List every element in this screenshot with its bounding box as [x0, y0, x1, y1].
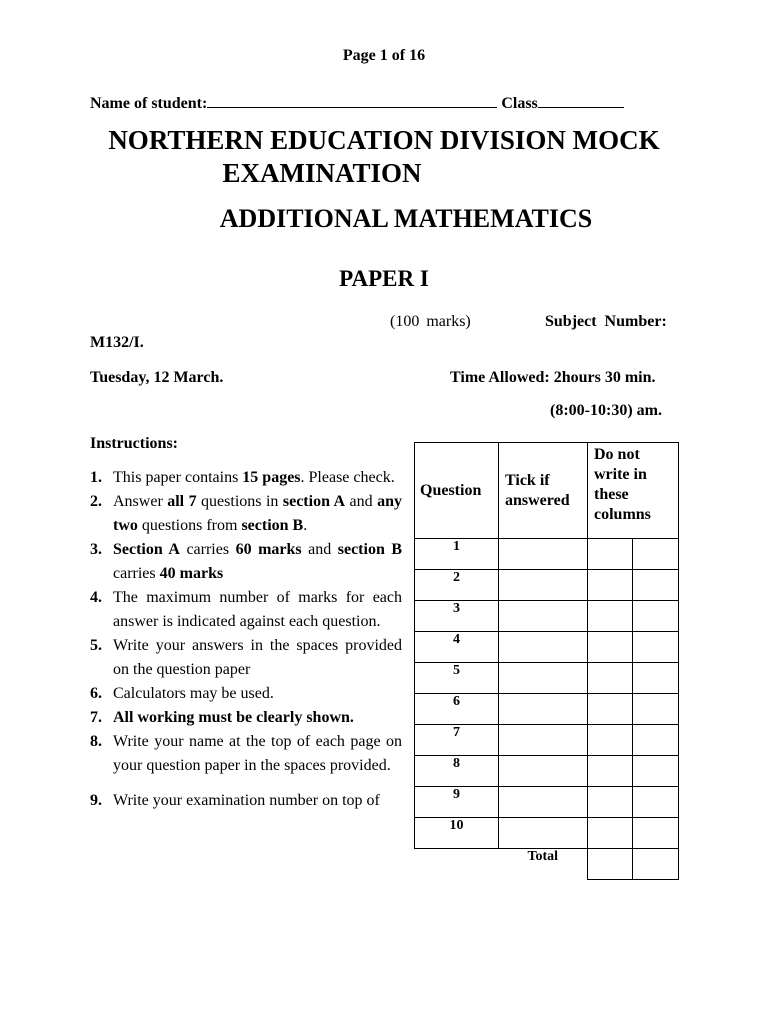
- examiner-cell[interactable]: [588, 632, 633, 663]
- tick-if-answered-cell[interactable]: [499, 818, 588, 849]
- examiner-cell-2[interactable]: [632, 725, 678, 756]
- examiner-cell-2[interactable]: [632, 632, 678, 663]
- instruction-text: and: [301, 541, 338, 558]
- instruction-number: 7.: [90, 709, 102, 726]
- instruction-item: [90, 682, 402, 706]
- examiner-cell-2[interactable]: [632, 694, 678, 725]
- question-number: 5: [415, 663, 499, 694]
- tick-if-answered-cell[interactable]: [499, 570, 588, 601]
- instruction-item: [90, 706, 402, 730]
- instruction-item: [90, 466, 402, 490]
- instruction-text: This paper contains: [113, 469, 243, 486]
- tick-if-answered-cell[interactable]: [499, 601, 588, 632]
- examiner-cell[interactable]: [588, 539, 633, 570]
- time-range: (8:00-10:30) am.: [550, 402, 662, 419]
- table-row: [415, 756, 679, 787]
- tick-if-answered-cell[interactable]: [499, 694, 588, 725]
- examiner-cell[interactable]: [588, 570, 633, 601]
- instruction-text: .: [303, 517, 308, 534]
- examiner-cell-2[interactable]: [632, 756, 678, 787]
- exam-title-line2: EXAMINATION: [222, 158, 422, 188]
- total-label: Total: [527, 849, 559, 864]
- instruction-item: [90, 730, 402, 778]
- paper-title: PAPER I: [339, 266, 429, 291]
- instruction-text: Write your answers in the spaces provided on the question paper: [113, 637, 402, 678]
- examiner-cell[interactable]: [588, 787, 633, 818]
- instruction-text: carries: [113, 565, 160, 582]
- header-tick-line: answered: [505, 491, 570, 509]
- examiner-cell-2[interactable]: [632, 539, 678, 570]
- instruction-item: [90, 789, 402, 813]
- header-question: Question: [415, 443, 499, 539]
- header-do-not-write: [588, 443, 679, 539]
- examiner-cell[interactable]: [588, 756, 633, 787]
- exam-title: [60, 124, 708, 190]
- student-name-field[interactable]: [207, 93, 497, 108]
- class-label: Class: [501, 95, 538, 112]
- total-spacer: [415, 849, 499, 880]
- examiner-cell-2[interactable]: [632, 787, 678, 818]
- examiner-cell[interactable]: [588, 725, 633, 756]
- exam-title-line1: NORTHERN EDUCATION DIVISION MOCK: [108, 125, 660, 155]
- question-number: 9: [415, 787, 499, 818]
- instruction-emphasis: 60 marks: [235, 541, 302, 558]
- table-row: [415, 787, 679, 818]
- page-number: Page 1 of 16: [342, 47, 426, 64]
- tick-if-answered-cell[interactable]: [499, 725, 588, 756]
- instruction-number: 4.: [90, 589, 102, 606]
- instruction-text: Answer: [113, 493, 168, 510]
- subject-number-label: Subject Number:: [545, 313, 667, 330]
- table-row: [415, 818, 679, 849]
- question-number: 8: [415, 756, 499, 787]
- examiner-cell[interactable]: [588, 818, 633, 849]
- question-number: 4: [415, 632, 499, 663]
- time-allowed: Time Allowed: 2hours 30 min.: [450, 369, 656, 386]
- table-row: [415, 694, 679, 725]
- table-row: [415, 601, 679, 632]
- table-row: [415, 539, 679, 570]
- tick-if-answered-cell[interactable]: [499, 756, 588, 787]
- question-number: 2: [415, 570, 499, 601]
- header-tick-if-answered: [499, 443, 588, 539]
- instruction-number: 6.: [90, 685, 102, 702]
- student-name-label: Name of student:: [90, 95, 208, 112]
- total-marks: (100 marks): [390, 313, 471, 330]
- instruction-emphasis: section B: [337, 541, 403, 558]
- instruction-text: Write your name at the top of each page on your question paper in the spaces provided.: [113, 733, 402, 774]
- question-number: 10: [415, 818, 499, 849]
- instruction-emphasis: any two: [113, 493, 403, 534]
- instruction-item: [90, 538, 402, 586]
- instructions-list: [90, 466, 402, 813]
- question-rows: [415, 539, 679, 849]
- instruction-emphasis: section A: [282, 493, 346, 510]
- question-number: 3: [415, 601, 499, 632]
- instruction-emphasis: 15 pages: [242, 469, 301, 486]
- instruction-emphasis: section B: [241, 517, 304, 534]
- examiner-cell-2[interactable]: [632, 570, 678, 601]
- table-header-row: [415, 443, 679, 539]
- subject-number: M132/I.: [90, 334, 144, 351]
- instruction-emphasis: Section A: [113, 541, 180, 558]
- question-tick-table: [414, 442, 679, 880]
- header-dnw-line: Do not: [594, 446, 640, 463]
- subject-title: ADDITIONAL MATHEMATICS: [219, 204, 593, 233]
- examiner-cell-2[interactable]: [632, 818, 678, 849]
- tick-if-answered-cell[interactable]: [499, 787, 588, 818]
- instruction-emphasis: all 7: [167, 493, 197, 510]
- tick-if-answered-cell[interactable]: [499, 632, 588, 663]
- table-row: [415, 570, 679, 601]
- instruction-emphasis: 40 marks: [159, 565, 224, 582]
- instruction-emphasis: All working must be clearly shown.: [113, 709, 354, 726]
- instruction-item: [90, 586, 402, 634]
- tick-if-answered-cell[interactable]: [499, 539, 588, 570]
- question-number: 1: [415, 539, 499, 570]
- instruction-number: 8.: [90, 733, 102, 750]
- examiner-cell[interactable]: [588, 601, 633, 632]
- total-marks-cell[interactable]: [588, 849, 633, 880]
- header-dnw-line: these: [594, 486, 629, 503]
- instruction-number: 5.: [90, 637, 102, 654]
- examiner-cell[interactable]: [588, 663, 633, 694]
- header-dnw-line: columns: [594, 506, 651, 523]
- table-row: [415, 725, 679, 756]
- instruction-text: questions in: [196, 493, 283, 510]
- student-name-line: [90, 93, 624, 113]
- header-tick-line: Tick if: [505, 471, 550, 489]
- instruction-text: and: [345, 493, 378, 510]
- table-row: [415, 632, 679, 663]
- instruction-text: Calculators may be used.: [113, 685, 274, 702]
- instruction-number: 1.: [90, 469, 102, 486]
- table-row: [415, 663, 679, 694]
- examiner-cell[interactable]: [588, 694, 633, 725]
- header-dnw-line: write in: [594, 466, 647, 483]
- examiner-cell-2[interactable]: [632, 601, 678, 632]
- instruction-text: Write your examination number on top of: [113, 792, 380, 809]
- instruction-number: 3.: [90, 541, 102, 558]
- class-field[interactable]: [538, 93, 624, 108]
- instructions-heading: Instructions:: [90, 435, 179, 452]
- table-total-row: [415, 849, 679, 880]
- total-marks-cell-2[interactable]: [632, 849, 678, 880]
- instruction-text: carries: [179, 541, 236, 558]
- exam-date: Tuesday, 12 March.: [90, 369, 224, 386]
- question-number: 6: [415, 694, 499, 725]
- instruction-number: 2.: [90, 493, 102, 510]
- tick-if-answered-cell[interactable]: [499, 663, 588, 694]
- instruction-text: The maximum number of marks for each answer is indicated against each question.: [113, 589, 402, 630]
- instruction-item: [90, 490, 402, 538]
- question-number: 7: [415, 725, 499, 756]
- instruction-text: . Please check.: [300, 469, 395, 486]
- examiner-cell-2[interactable]: [632, 663, 678, 694]
- instruction-item: [90, 634, 402, 682]
- instruction-text: questions from: [137, 517, 242, 534]
- instruction-number: 9.: [90, 792, 102, 809]
